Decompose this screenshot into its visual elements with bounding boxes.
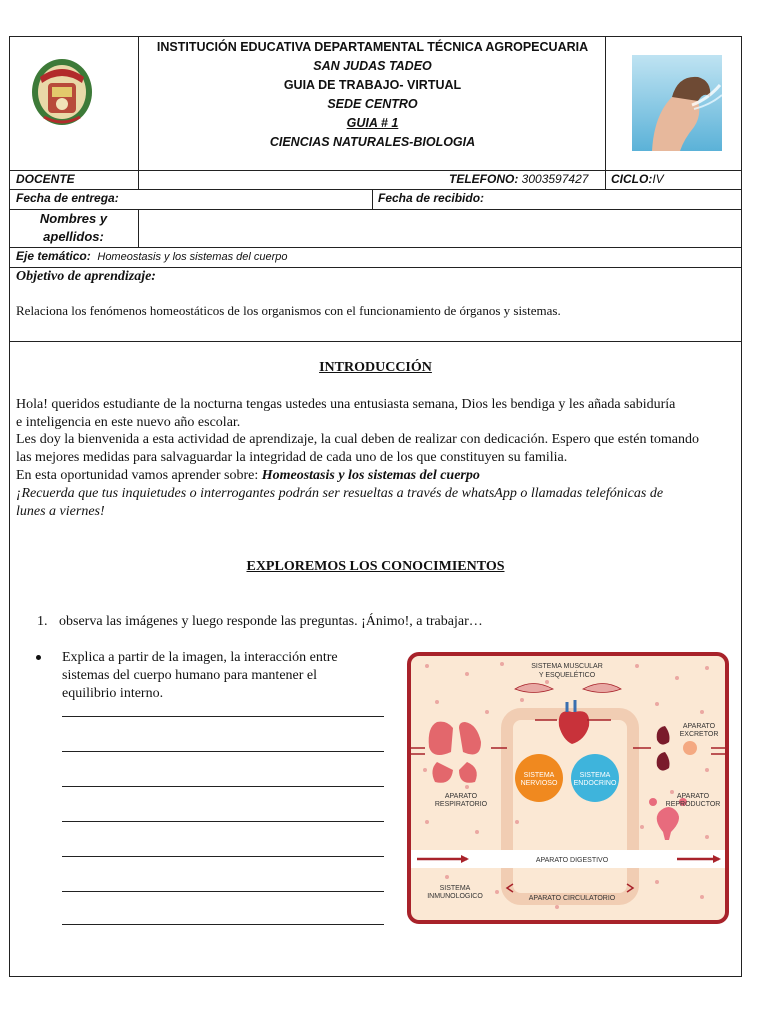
intro-paragraph-1-line-1: Hola! queridos estudiante de la nocturna tengas ustedes una entusiasta semana, Dios les bendiga y les añada sabiduría — [16, 397, 676, 412]
explore-item-text: observa las imágenes y luego responde las preguntas. ¡Ánimo!, a trabajar… — [59, 614, 483, 629]
label-respiratorio-2: RESPIRATORIO — [434, 801, 488, 808]
body-systems-diagram — [407, 652, 729, 924]
table-line — [138, 209, 139, 247]
docente-label: DOCENTE — [16, 172, 75, 186]
label-respiratorio-1: APARATO — [444, 793, 478, 800]
label-inmuno-2: INMUNOLOGICO — [427, 893, 483, 900]
nombres-label-line-2: apellidos: — [43, 229, 104, 244]
label-muscular-1: SISTEMA MUSCULAR — [531, 663, 603, 670]
explore-item-number: 1. — [37, 614, 48, 629]
telefono-value: 3003597427 — [521, 172, 589, 186]
intro-paragraph-4-line-1: ¡Recuerda que tus inquietudes o interrogantes podrán ser resueltas a través de whatsApp o llamadas telefónicas de — [16, 486, 664, 501]
nombres-label-line-1: Nombres y — [39, 211, 108, 226]
fecha-recibido-label: Fecha de recibido: — [378, 191, 485, 205]
telefono-label: TELEFONO: — [449, 172, 519, 186]
intro-paragraph-2-line-2: las mejores medidas para salvaguardar la integridad de cada uno de los que constituyen su familia. — [16, 450, 568, 465]
bladder-icon — [683, 741, 697, 755]
label-excretor-1: APARATO — [682, 723, 716, 730]
answer-line[interactable] — [62, 786, 384, 787]
intro-paragraph-3 — [16, 467, 480, 485]
label-circulatorio: APARATO CIRCULATORIO — [528, 895, 616, 902]
answer-line[interactable] — [62, 924, 384, 925]
intro-paragraph-1-line-2: e inteligencia en este nuevo año escolar. — [16, 415, 241, 430]
label-excretor-2: EXCRETOR — [679, 731, 719, 738]
bullet-line-1: Explica a partir de la imagen, la interacción entre — [62, 650, 338, 665]
nombres-label — [9, 210, 138, 246]
eje-value: Homeostasis y los sistemas del cuerpo — [97, 251, 288, 263]
table-line — [9, 189, 742, 190]
label-muscular-2: Y ESQUELÉTICO — [538, 672, 596, 679]
answer-line[interactable] — [62, 856, 384, 857]
answer-line[interactable] — [62, 891, 384, 892]
telefono-field — [449, 172, 588, 186]
answer-line[interactable] — [62, 821, 384, 822]
ovary-icon — [649, 798, 657, 806]
label-reproductor-2: REPRODUCTOR — [665, 801, 721, 808]
label-reproductor-1: APARATO — [676, 793, 710, 800]
explore-heading: EXPLOREMOS LOS CONOCIMIENTOS — [246, 559, 505, 574]
bullet-line-3: equilibrio interno. — [62, 686, 164, 701]
answer-line[interactable] — [62, 751, 384, 752]
header-divider-left — [138, 36, 139, 170]
institution-name: INSTITUCIÓN EDUCATIVA DEPARTAMENTAL TÉCNICA AGROPECUARIA — [156, 40, 589, 54]
ciclo-value: IV — [652, 172, 664, 186]
table-line — [138, 170, 139, 189]
table-line — [9, 341, 742, 342]
guide-number: GUIA # 1 — [346, 116, 399, 130]
eje-label: Eje temático: — [16, 249, 91, 263]
objetivo-label: Objetivo de aprendizaje: — [16, 269, 156, 284]
campus-name: SEDE CENTRO — [327, 97, 418, 111]
table-line — [9, 247, 742, 248]
fecha-entrega-label: Fecha de entrega: — [16, 191, 119, 205]
bullet-dot — [36, 655, 41, 660]
school-name: SAN JUDAS TADEO — [313, 59, 432, 73]
water-photo — [632, 55, 722, 151]
label-digestivo: APARATO DIGESTIVO — [535, 857, 609, 864]
answer-line[interactable] — [62, 716, 384, 717]
school-crest-logo — [30, 57, 94, 127]
eje-field — [16, 249, 288, 263]
label-nervioso-1: SISTEMA — [523, 772, 555, 779]
label-inmuno-1: SISTEMA — [439, 885, 471, 892]
header-titles — [140, 38, 605, 152]
ciclo-field — [611, 172, 664, 186]
objetivo-text: Relaciona los fenómenos homeostáticos de los organismos con el funcionamiento de órganos y sistemas. — [16, 303, 561, 318]
table-line — [9, 170, 742, 171]
bullet-line-2: sistemas del cuerpo humano para mantener el — [62, 668, 318, 683]
label-endocrino-1: SISTEMA — [579, 772, 611, 779]
intro-paragraph-4-line-2: lunes a viernes! — [16, 504, 105, 519]
guide-type: GUIA DE TRABAJO- VIRTUAL — [283, 78, 462, 92]
lung-icon — [429, 722, 453, 755]
intro-topic-prefix: En esta oportunidad vamos aprender sobre: — [16, 468, 262, 483]
table-line — [372, 189, 373, 209]
intro-paragraph-2-line-1: Les doy la bienvenida a esta actividad de aprendizaje, la cual deben de realizar con dedicación. Espero que estén tomando — [16, 432, 699, 447]
intro-topic: Homeostasis y los sistemas del cuerpo — [261, 468, 480, 483]
label-nervioso-2: NERVIOSO — [520, 780, 558, 787]
intro-heading: INTRODUCCIÓN — [319, 360, 432, 375]
header-divider-right — [605, 36, 606, 189]
ciclo-label: CICLO: — [611, 172, 653, 186]
subject-name: CIENCIAS NATURALES-BIOLOGIA — [269, 135, 476, 149]
diagram-background — [409, 654, 727, 922]
label-endocrino-2: ENDOCRINO — [573, 780, 617, 787]
